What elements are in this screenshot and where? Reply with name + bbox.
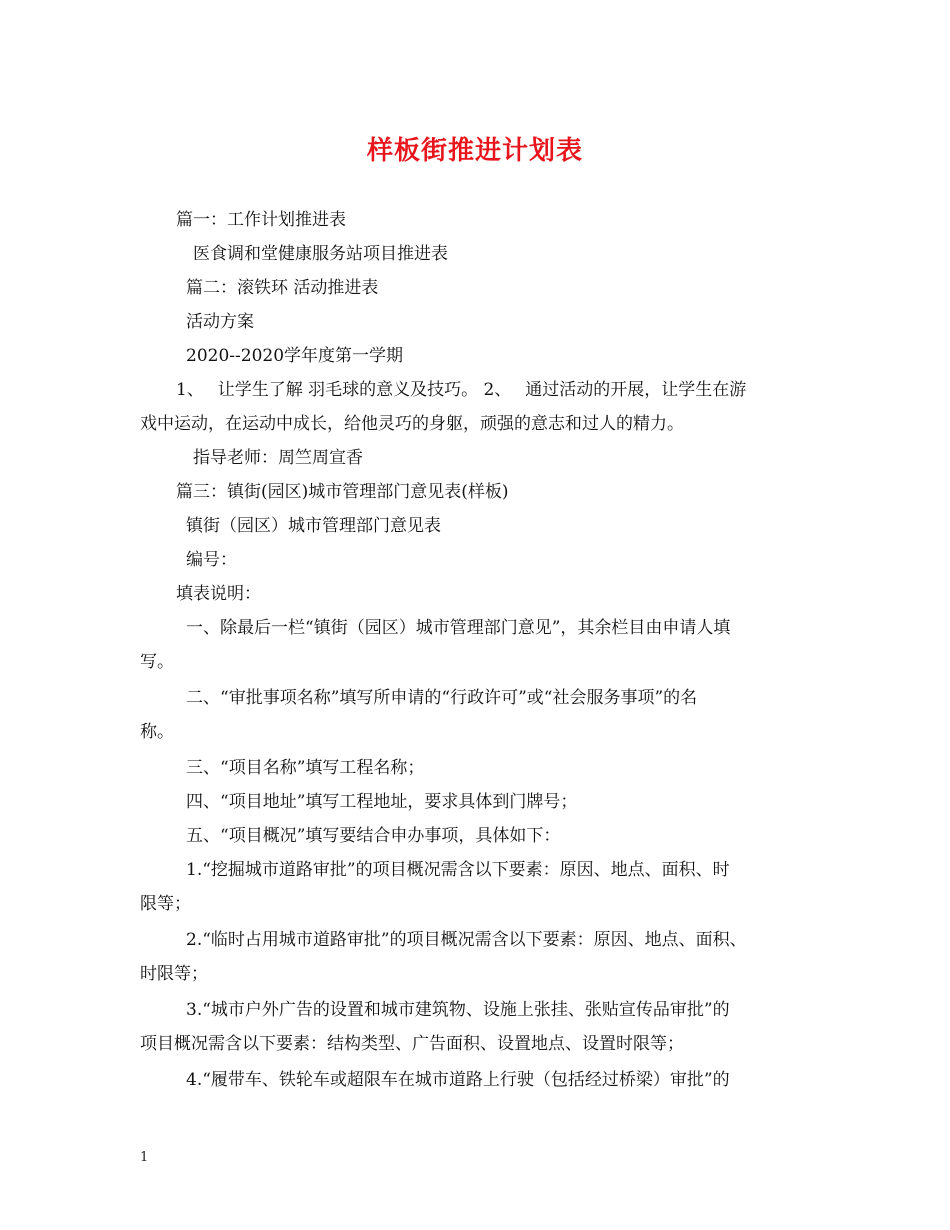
text-line: 篇二：滚铁环 活动推进表	[186, 278, 379, 298]
text-line: 4.“履带车、铁轮车或超限车在城市道路上行驶（包括经过桥梁）审批”的	[186, 1070, 730, 1090]
text-line: 1、 让学生了解 羽毛球的意义及技巧。 2、 通过活动的开展，让学生在游	[176, 380, 747, 400]
text-line: 四、“项目地址”填写工程地址，要求具体到门牌号；	[186, 792, 578, 812]
text-line: 1.“挖掘城市道路审批”的项目概况需含以下要素：原因、地点、面积、时	[186, 860, 730, 880]
text-line: 篇一：工作计划推进表	[176, 210, 346, 230]
text-line: 项目概况需含以下要素：结构类型、广告面积、设置地点、设置时限等；	[140, 1034, 684, 1054]
text-line: 活动方案	[186, 312, 254, 332]
text-line: 二、“审批事项名称”填写所申请的“行政许可”或“社会服务事项”的名	[186, 688, 698, 708]
text-line: 一、除最后一栏“镇街（园区）城市管理部门意见”，其余栏目由申请人填	[186, 618, 731, 638]
text-line: 3.“城市户外广告的设置和城市建筑物、设施上张挂、张贴宣传品审批”的	[186, 1000, 730, 1020]
text-line: 填表说明：	[176, 584, 261, 604]
text-line: 称。	[140, 722, 174, 742]
text-line: 编号：	[186, 550, 237, 570]
text-line: 限等；	[140, 894, 191, 914]
text-line: 镇街（园区）城市管理部门意见表	[186, 516, 441, 536]
document-title: 样板街推进计划表	[366, 136, 583, 166]
page-number: 1	[140, 1150, 149, 1165]
text-line: 2020--2020学年度第一学期	[186, 346, 404, 366]
text-line: 三、“项目名称”填写工程名称；	[186, 758, 425, 778]
text-line: 写。	[140, 652, 174, 672]
text-line: 2.“临时占用城市道路审批”的项目概况需含以下要素：原因、地点、面积、	[186, 930, 747, 950]
text-line: 医食调和堂健康服务站项目推进表	[193, 244, 448, 264]
text-line: 时限等；	[140, 964, 208, 984]
text-line: 篇三：镇街(园区)城市管理部门意见表(样板)	[176, 482, 509, 502]
text-line: 五、“项目概况”填写要结合申办事项，具体如下：	[186, 826, 561, 846]
text-line: 戏中运动，在运动中成长，给他灵巧的身躯，顽强的意志和过人的精力。	[140, 414, 684, 434]
text-line: 指导老师：周竺周宣香	[193, 448, 363, 468]
